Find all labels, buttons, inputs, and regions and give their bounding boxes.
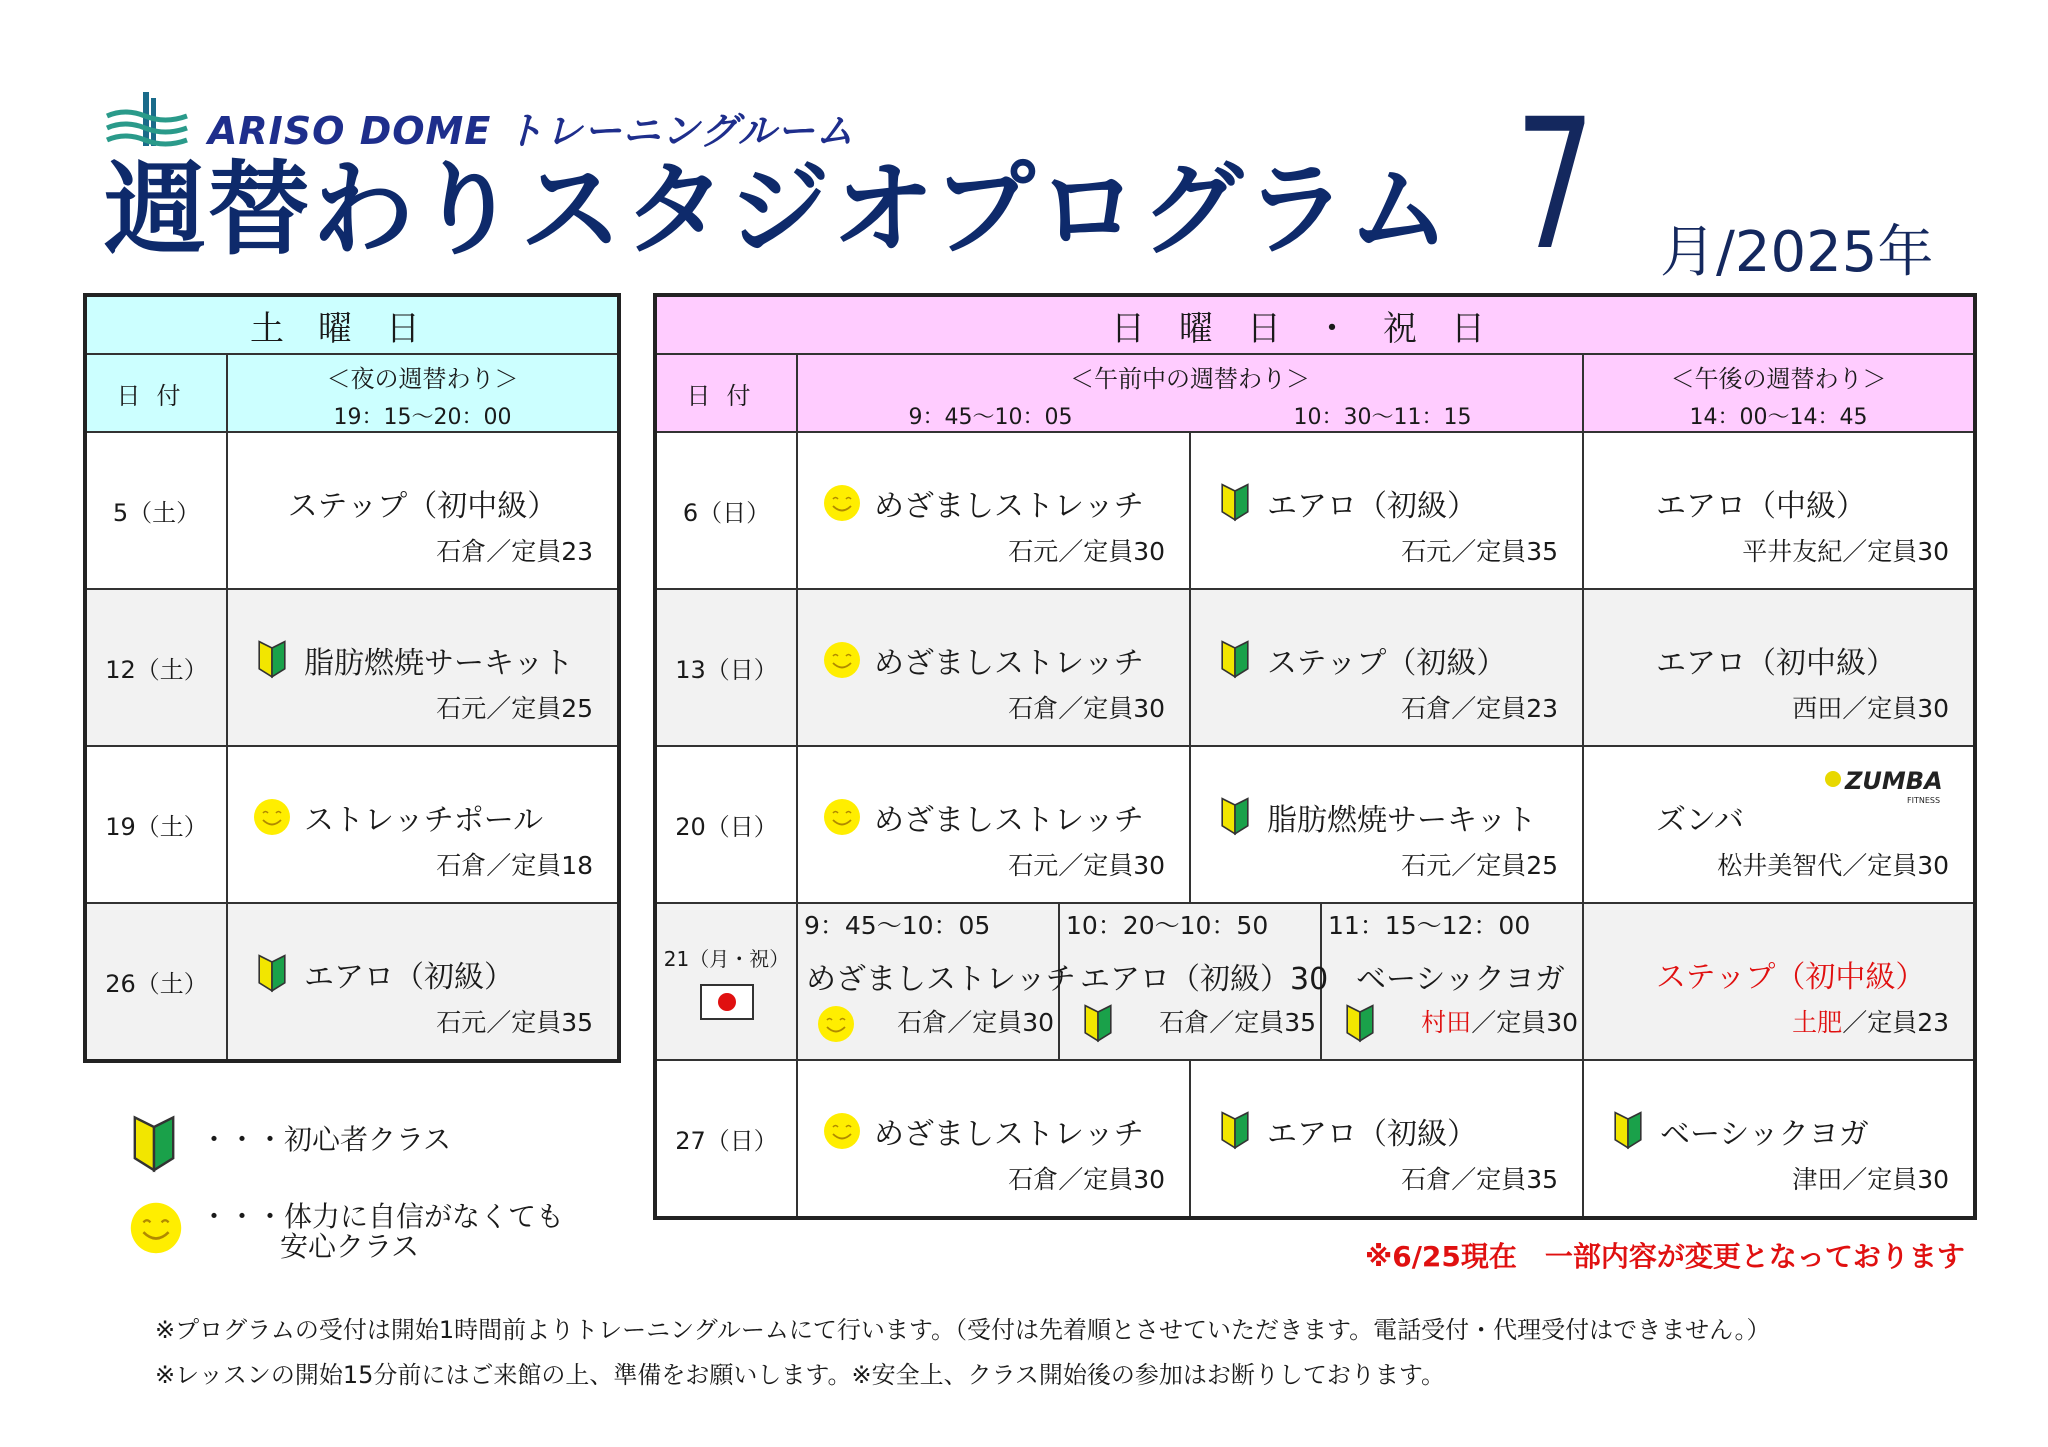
table-row bbox=[655, 432, 1975, 589]
morning-slot-header bbox=[797, 354, 1583, 432]
beginner-icon bbox=[1215, 640, 1255, 680]
sunday-holiday-schedule-table bbox=[653, 293, 1977, 1220]
capacity: ／定員23 bbox=[1842, 1008, 1949, 1037]
row-date bbox=[655, 903, 797, 1060]
legend-beginner: ・・・初心者クラス bbox=[200, 1123, 452, 1156]
instructor-capacity: 石倉／定員35 bbox=[1401, 1165, 1558, 1194]
zumba-logo-subtext: FITNESS bbox=[1907, 796, 1941, 805]
class-name: エアロ（初級） bbox=[1267, 489, 1477, 524]
table-row bbox=[85, 432, 619, 589]
instructor-capacity: 石倉／定員30 bbox=[1008, 1165, 1165, 1194]
smile-icon bbox=[822, 640, 862, 680]
class-name: めざましストレッチ bbox=[874, 489, 1144, 524]
beginner-icon bbox=[1608, 1111, 1648, 1151]
class-name: エアロ（初級）30 bbox=[1080, 962, 1329, 997]
table-row bbox=[85, 903, 619, 1061]
instructor-capacity: 松井美智代／定員30 bbox=[1717, 851, 1949, 880]
class-name: めざましストレッチ bbox=[874, 803, 1144, 838]
class-name: 脂肪燃焼サーキット bbox=[1267, 803, 1537, 838]
instructor-capacity: 石元／定員25 bbox=[1401, 851, 1558, 880]
instructor-name: 土肥 bbox=[1792, 1008, 1843, 1037]
class-name: めざましストレッチ bbox=[874, 646, 1144, 681]
instructor-capacity: 石元／定員25 bbox=[436, 694, 593, 723]
saturday-heading: 土曜日 bbox=[85, 295, 619, 354]
morning-time-2: 10：30～11：15 bbox=[1293, 405, 1472, 430]
class-name: 脂肪燃焼サーキット bbox=[304, 646, 574, 681]
morning-slot-title: ＜午前中の週替わり＞ bbox=[1070, 365, 1310, 393]
zumba-logo-text: ZUMBA bbox=[1845, 767, 1943, 795]
instructor-capacity: 石元／定員35 bbox=[1401, 537, 1558, 566]
table-row bbox=[655, 589, 1975, 746]
saturday-slot-header bbox=[227, 354, 619, 432]
row-date: 19（土） bbox=[85, 746, 227, 903]
zumba-logo-icon bbox=[1823, 765, 1943, 809]
instructor-capacity: 石倉／定員18 bbox=[436, 851, 593, 880]
legend-smile-line1: ・・・体力に自信がなくても bbox=[200, 1200, 565, 1233]
class-name: エアロ（初中級） bbox=[1656, 646, 1896, 681]
row-date: 12（土） bbox=[85, 589, 227, 746]
brand-name: ARISO DOME トレーニングルーム bbox=[208, 109, 855, 153]
smile-icon bbox=[128, 1200, 184, 1256]
saturday-schedule-table bbox=[83, 293, 621, 1063]
instructor-capacity: 石元／定員30 bbox=[1008, 537, 1165, 566]
beginner-icon bbox=[252, 954, 292, 994]
instructor-capacity: 石元／定員35 bbox=[436, 1008, 593, 1037]
afternoon-slot-title: ＜午後の週替わり＞ bbox=[1670, 365, 1887, 393]
class-name: エアロ（初級） bbox=[1267, 1117, 1477, 1152]
instructor-name: 村田 bbox=[1421, 1008, 1472, 1037]
session-time: 9：45～10：05 bbox=[804, 911, 991, 940]
sunday-date-header: 日付 bbox=[655, 354, 797, 432]
legend-smile bbox=[200, 1202, 564, 1262]
afternoon-slot-header bbox=[1583, 354, 1975, 432]
instructor-capacity: 平井友紀／定員30 bbox=[1742, 537, 1949, 566]
smile-icon bbox=[822, 1111, 862, 1151]
class-name: ステップ（初中級） bbox=[1656, 960, 1926, 995]
footer-note-2: ※レッスンの開始15分前にはご来館の上、準備をお願いします。※安全上、クラス開始後の参加はお断りしております。 bbox=[155, 1361, 1445, 1389]
class-name: ベーシックヨガ bbox=[1660, 1117, 1869, 1152]
class-name: エアロ（初級） bbox=[304, 960, 514, 995]
smile-icon bbox=[816, 1004, 856, 1044]
class-name: めざましストレッチ bbox=[806, 962, 1076, 997]
beginner-icon bbox=[1215, 797, 1255, 837]
month-year-label: 月/2025年 bbox=[1660, 220, 1934, 285]
table-row bbox=[655, 1060, 1975, 1218]
instructor-capacity: 石倉／定員30 bbox=[1008, 694, 1165, 723]
session-time: 10：20～10：50 bbox=[1066, 911, 1269, 940]
table-row bbox=[85, 589, 619, 746]
beginner-icon bbox=[130, 1115, 178, 1175]
smile-icon bbox=[822, 483, 862, 523]
row-date: 13（日） bbox=[655, 589, 797, 746]
instructor-capacity: 津田／定員30 bbox=[1792, 1165, 1949, 1194]
saturday-date-header: 日付 bbox=[85, 354, 227, 432]
japan-flag-icon bbox=[700, 984, 754, 1020]
capacity: ／定員30 bbox=[1471, 1008, 1578, 1037]
row-date: 5（土） bbox=[85, 432, 227, 589]
ariso-dome-logo-icon bbox=[105, 90, 190, 150]
page-title: 週替わりスタジオプログラム bbox=[104, 151, 1452, 270]
instructor-capacity: 石元／定員30 bbox=[1008, 851, 1165, 880]
class-name: ベーシックヨガ bbox=[1356, 962, 1565, 997]
holiday-row bbox=[655, 903, 1975, 1060]
afternoon-slot-time: 14：00～14：45 bbox=[1689, 405, 1868, 430]
footer-note-1: ※プログラムの受付は開始1時間前よりトレーニングルームにて行います。（受付は先着順とさせていただきます。電話受付・代理受付はできません。） bbox=[155, 1316, 1771, 1344]
legend-smile-line2: 安心クラス bbox=[280, 1230, 420, 1263]
beginner-icon bbox=[1215, 1111, 1255, 1151]
holiday-date: 21（月・祝） bbox=[663, 947, 790, 971]
class-name: エアロ（中級） bbox=[1656, 489, 1866, 524]
row-date: 27（日） bbox=[655, 1060, 797, 1218]
class-name: ストレッチポール bbox=[304, 803, 544, 838]
beginner-icon bbox=[1215, 483, 1255, 523]
row-date: 26（土） bbox=[85, 903, 227, 1061]
smile-icon bbox=[822, 797, 862, 837]
sunday-heading: 日曜日・祝日 bbox=[655, 295, 1975, 354]
beginner-icon bbox=[1340, 1004, 1380, 1044]
class-name: ズンバ bbox=[1656, 803, 1744, 838]
class-name: めざましストレッチ bbox=[874, 1117, 1144, 1152]
class-name: ステップ（初級） bbox=[1267, 646, 1507, 681]
morning-time-1: 9：45～10：05 bbox=[908, 405, 1073, 430]
table-row bbox=[655, 746, 1975, 903]
instructor-capacity: 石倉／定員35 bbox=[1159, 1008, 1316, 1037]
beginner-icon bbox=[1078, 1004, 1118, 1044]
instructor-capacity: 西田／定員30 bbox=[1792, 694, 1949, 723]
session-time: 11：15～12：00 bbox=[1328, 911, 1531, 940]
beginner-icon bbox=[252, 640, 292, 680]
instructor-capacity: 石倉／定員30 bbox=[897, 1008, 1054, 1037]
instructor-capacity: 石倉／定員23 bbox=[436, 537, 593, 566]
smile-icon bbox=[252, 797, 292, 837]
row-date: 6（日） bbox=[655, 432, 797, 589]
table-row bbox=[85, 746, 619, 903]
update-notice: ※6/25現在 一部内容が変更となっております bbox=[1365, 1240, 1965, 1273]
instructor-capacity: 石倉／定員23 bbox=[1401, 694, 1558, 723]
class-name: ステップ（初中級） bbox=[287, 489, 558, 524]
month-number: 7 bbox=[1515, 81, 1596, 290]
saturday-slot-time: 19：15～20：00 bbox=[333, 405, 512, 430]
row-date: 20（日） bbox=[655, 746, 797, 903]
saturday-slot-title: ＜夜の週替わり＞ bbox=[326, 365, 519, 393]
